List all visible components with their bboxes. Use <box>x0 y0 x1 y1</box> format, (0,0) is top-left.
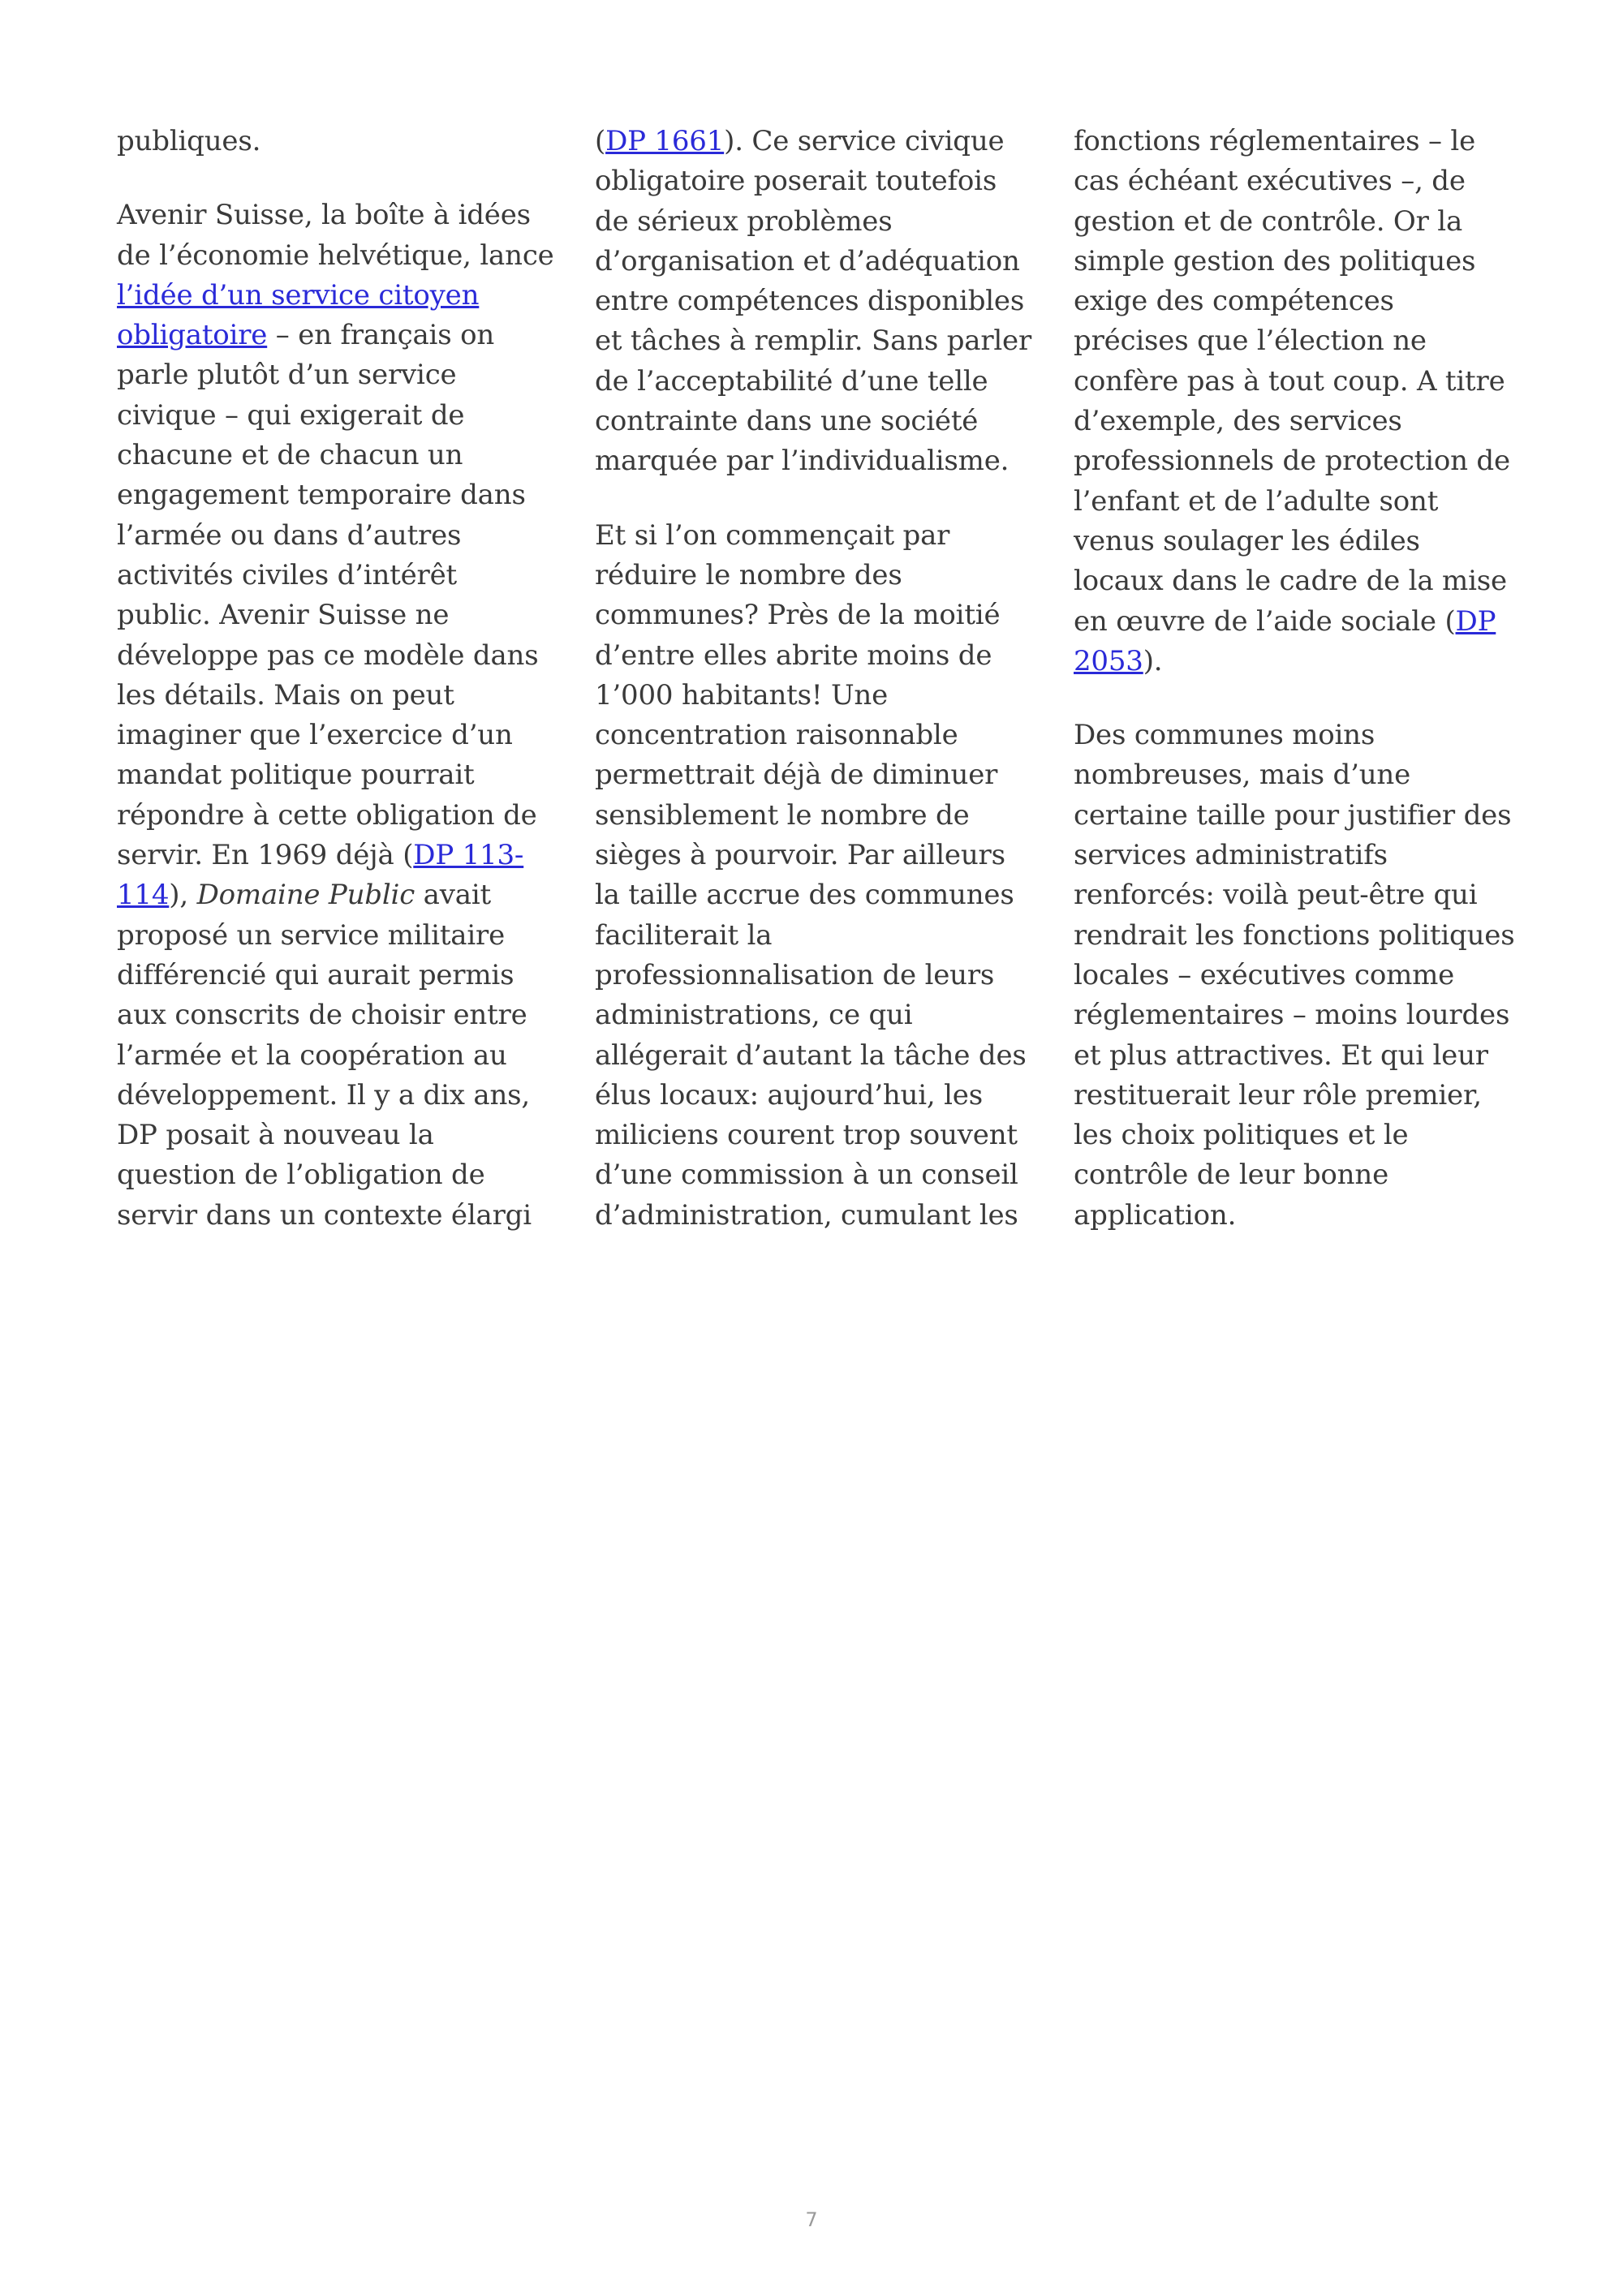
text-line: concentration raisonnable <box>595 719 958 752</box>
text-line: servir dans un contexte élargi <box>117 1198 532 1232</box>
paragraph <box>595 516 1049 1236</box>
publication-title: Domaine Public <box>196 879 415 912</box>
text-line <box>117 276 571 316</box>
text-line: miliciens courent trop souvent <box>595 1119 1018 1152</box>
text-fragment: servir. En 1969 déjà ( <box>117 839 414 872</box>
text-line: développe pas ce modèle dans <box>117 638 539 672</box>
text-line <box>117 875 571 915</box>
dp-2053-link-cont[interactable]: 2053 <box>1074 644 1143 677</box>
text-line: élus locaux: aujourd’hui, les <box>595 1078 983 1111</box>
text-fragment: ). Ce service civique <box>724 125 1005 157</box>
text-line: restituerait leur rôle premier, <box>1074 1078 1482 1111</box>
page-number: 7 <box>805 2208 818 2231</box>
text-line: 1’000 habitants! Une <box>595 678 889 712</box>
text-line: les choix politiques et le <box>1074 1119 1409 1152</box>
text-line: différencié qui aurait permis <box>117 958 514 991</box>
text-line: activités civiles d’intérêt <box>117 558 457 591</box>
text-line <box>595 122 1049 161</box>
text-line: Et si l’on commençait par <box>595 518 950 552</box>
text-line: cas échéant exécutives –, de <box>1074 165 1466 198</box>
article-column-2 <box>595 122 1049 1270</box>
text-line: civique – qui exigerait de <box>117 398 465 432</box>
text-line: et tâches à remplir. Sans parler <box>595 325 1032 358</box>
dp-113-114-link-cont[interactable]: 114 <box>117 879 170 912</box>
text-line: Des communes moins <box>1074 719 1375 752</box>
article-column-3 <box>1074 122 1528 1270</box>
text-line: répondre à cette obligation de <box>117 798 537 832</box>
paragraph <box>1074 716 1528 1236</box>
text-line: d’organisation et d’adéquation <box>595 244 1020 277</box>
paragraph <box>595 122 1049 482</box>
text-line: marquée par l’individualisme. <box>595 445 1010 478</box>
text-line: de l’acceptabilité d’une telle <box>595 364 988 398</box>
text-line: engagement temporaire dans <box>117 479 526 512</box>
text-line: venus soulager les édiles <box>1074 524 1420 557</box>
text-line: l’armée ou dans d’autres <box>117 518 462 552</box>
text-line: de l’économie helvétique, lance <box>117 239 554 272</box>
dp-113-114-link[interactable]: DP 113- <box>413 839 524 872</box>
text-line: professionnalisation de leurs <box>595 958 995 991</box>
text-line: l’enfant et de l’adulte sont <box>1074 484 1439 518</box>
text-line: contrôle de leur bonne <box>1074 1159 1388 1192</box>
text-line: renforcés: voilà peut-être qui <box>1074 879 1478 912</box>
text-fragment: ). <box>1143 644 1163 677</box>
text-line: la taille accrue des communes <box>595 879 1014 912</box>
text-line: confère pas à tout coup. A titre <box>1074 364 1505 398</box>
text-line: aux conscrits de choisir entre <box>117 999 527 1032</box>
text-line: développement. Il y a dix ans, <box>117 1078 530 1111</box>
text-line: application. <box>1074 1198 1237 1232</box>
text-line: obligatoire poserait toutefois <box>595 165 997 198</box>
article-column-1 <box>117 122 571 1270</box>
text-line <box>1074 642 1528 681</box>
text-line: réduire le nombre des <box>595 558 902 591</box>
paragraph <box>1074 122 1528 681</box>
text-line: d’exemple, des services <box>1074 405 1402 438</box>
text-line: locales – exécutives comme <box>1074 958 1455 991</box>
text-line: entre compétences disponibles <box>595 285 1025 318</box>
text-line: et plus attractives. Et qui leur <box>1074 1038 1488 1072</box>
service-citoyen-link[interactable]: l’idée d’un service citoyen <box>117 278 480 312</box>
text-line: rendrait les fonctions politiques <box>1074 918 1515 952</box>
text-line: chacune et de chacun un <box>117 439 463 472</box>
text-line: services administratifs <box>1074 839 1388 872</box>
text-line: question de l’obligation de <box>117 1159 485 1192</box>
text-line: public. Avenir Suisse ne <box>117 599 450 632</box>
text-line: imaginer que l’exercice d’un <box>117 719 513 752</box>
text-line <box>1074 602 1528 642</box>
text-line: d’une commission à un conseil <box>595 1159 1018 1192</box>
text-line <box>117 316 571 355</box>
text-line: de sérieux problèmes <box>595 204 893 238</box>
text-line: l’armée et la coopération au <box>117 1038 507 1072</box>
dp-2053-link[interactable]: DP <box>1455 604 1496 638</box>
text-line: réglementaires – moins lourdes <box>1074 999 1510 1032</box>
text-line: Avenir Suisse, la boîte à idées <box>117 199 531 232</box>
text-line: locaux dans le cadre de la mise <box>1074 565 1507 598</box>
paragraph <box>117 122 571 161</box>
text-line: d’entre elles abrite moins de <box>595 638 992 672</box>
text-line: permettrait déjà de diminuer <box>595 759 998 792</box>
service-citoyen-link-cont[interactable]: obligatoire <box>117 319 268 352</box>
text-line: publiques. <box>117 125 261 157</box>
text-line: sièges à pourvoir. Par ailleurs <box>595 839 1005 872</box>
text-line <box>117 836 571 875</box>
text-line: certaine taille pour justifier des <box>1074 798 1512 832</box>
text-line: d’administration, cumulant les <box>595 1198 1018 1232</box>
text-line: simple gestion des politiques <box>1074 244 1476 277</box>
text-line: proposé un service militaire <box>117 918 506 952</box>
text-fragment: ), <box>169 879 197 912</box>
dp-1661-link[interactable]: DP 1661 <box>605 125 725 157</box>
text-line: professionnels de protection de <box>1074 445 1510 478</box>
text-line: communes? Près de la moitié <box>595 599 1001 632</box>
text-line: faciliterait la <box>595 918 773 952</box>
text-line: gestion et de contrôle. Or la <box>1074 204 1463 238</box>
text-line: les détails. Mais on peut <box>117 678 454 712</box>
paragraph <box>117 196 571 1236</box>
text-line: sensiblement le nombre de <box>595 798 970 832</box>
text-fragment: avait <box>415 879 491 912</box>
text-line: mandat politique pourrait <box>117 759 475 792</box>
text-line: précises que l’élection ne <box>1074 325 1427 358</box>
text-line: contrainte dans une société <box>595 405 979 438</box>
text-fragment: – en français on <box>267 319 495 352</box>
text-fragment: ( <box>595 125 606 157</box>
text-line: allégerait d’autant la tâche des <box>595 1038 1027 1072</box>
text-line: fonctions réglementaires – le <box>1074 125 1475 157</box>
text-line: parle plutôt d’un service <box>117 359 457 392</box>
text-line: nombreuses, mais d’une <box>1074 759 1411 792</box>
text-line: administrations, ce qui <box>595 999 913 1032</box>
text-line: DP posait à nouveau la <box>117 1119 434 1152</box>
text-fragment: en œuvre de l’aide sociale ( <box>1074 604 1456 638</box>
text-line: exige des compétences <box>1074 285 1394 318</box>
